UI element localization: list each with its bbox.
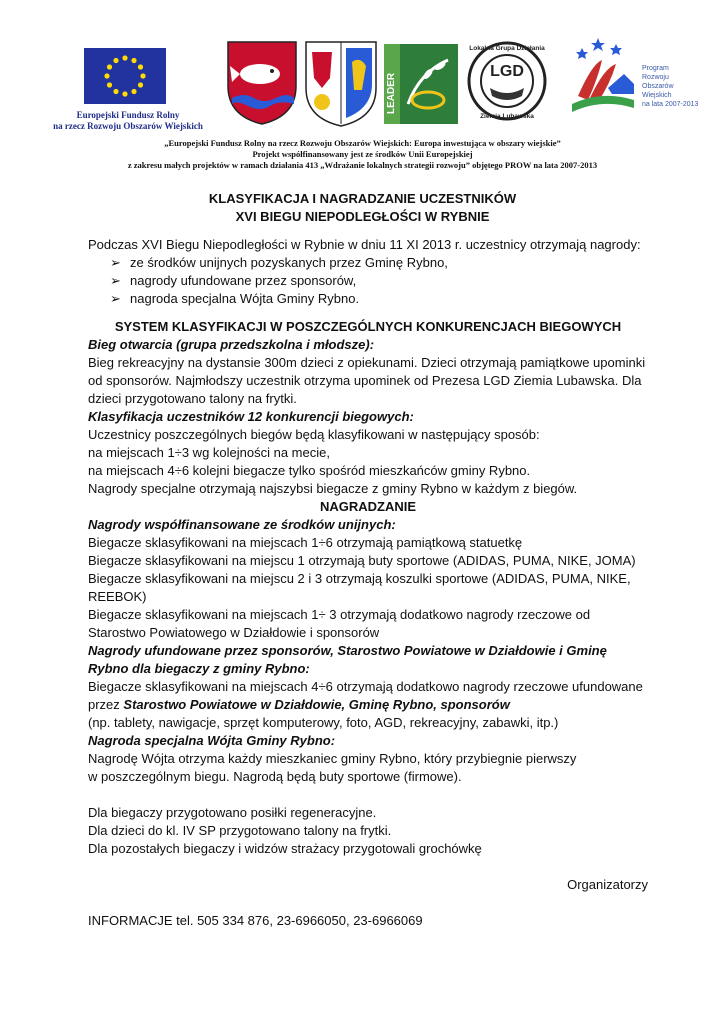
list-item-text: nagroda specjalna Wójta Gminy Rybno. <box>130 291 360 306</box>
logo-strip <box>48 34 708 130</box>
opening-run-text: Bieg rekreacyjny na dystansie 300m dzieci z opiekunami. Dzieci otrzymają pamiątkowe upominki od sponsorów. Najmłodszy uczestnik otrzyma upominek od Prezesa LGD Ziemia Lubawska. Dla dzieci przygotowano talony na frytki. <box>88 355 646 406</box>
document-body <box>88 236 648 930</box>
classification-heading: Klasyfikacja uczestników 12 konkurencji biegowych: <box>88 409 414 424</box>
closing-line: Dla pozostałych biegaczy i widzów strażacy przygotowali grochówkę <box>88 841 482 856</box>
prow-logo <box>568 34 638 114</box>
eu-caption-line-1: Europejski Fundusz Rolny <box>76 110 180 120</box>
prow-caption <box>642 64 712 109</box>
funding-note <box>0 138 725 171</box>
awards-heading: NAGRADZANIE <box>319 499 417 514</box>
sponsor-text-before: Biegacze sklasyfikowani na miejscach 4÷6 otrzymają dodatkowo nagrody rzeczowe ufundowane przez <box>88 679 643 712</box>
arrow-bullet-icon: ➢ <box>110 291 121 306</box>
eu-prizes-line: Biegacze sklasyfikowani na miejscach 1÷6 otrzymają pamiątkową statuetkę <box>88 535 523 550</box>
document-title <box>0 190 725 226</box>
sponsor-text-after: (np. tablety, nawigacje, sprzęt komputerowy, foto, AGD, rekreacyjny, zabawki, itp.) <box>88 715 559 730</box>
lgd-ziemia-lubawska-logo <box>466 38 548 124</box>
leader-logo <box>382 42 460 126</box>
eu-caption-line-2: na rzecz Rozwoju Obszarów Wiejskich <box>53 121 203 131</box>
prow-line: Wiejskich <box>642 92 672 99</box>
classification-line: na miejscach 4÷6 kolejni biegacze tylko spośród mieszkańców gminy Rybno. <box>88 463 531 478</box>
list-item <box>88 272 648 290</box>
intro-paragraph: Podczas XVI Biegu Niepodległości w Rybnie w dniu 11 XI 2013 r. uczestnicy otrzymają nagrody: <box>88 237 641 252</box>
prow-line: Rozwoju <box>642 74 669 81</box>
list-item-text: ze środków unijnych pozyskanych przez Gminę Rybno, <box>130 255 448 270</box>
mayor-prize-heading: Nagroda specjalna Wójta Gminy Rybno: <box>88 733 336 748</box>
system-heading: SYSTEM KLASYFIKACJI W POSZCZEGÓLNYCH KONKURENCJACH BIEGOWYCH <box>114 319 622 334</box>
eu-prizes-line: Biegacze sklasyfikowani na miejscu 2 i 3 otrzymają koszulki sportowe (ADIDAS, PUMA, NIKE, REEBOK) <box>88 571 631 604</box>
funding-note-line: Projekt współfinansowany jest ze środków Unii Europejskiej <box>252 149 473 159</box>
contact-info: INFORMACJE tel. 505 334 876, 23-6966050, 23-6966069 <box>88 913 423 928</box>
arrow-bullet-icon: ➢ <box>110 255 121 270</box>
classification-line: Uczestnicy poszczególnych biegów będą klasyfikowani w następujący sposób: <box>88 427 540 442</box>
prow-line: Obszarów <box>642 83 674 90</box>
lgd-ring-top-text: Lokalna Grupa Działania <box>469 45 545 52</box>
sponsor-prizes-heading: Nagrody ufundowane przez sponsorów, Starostwo Powiatowe w Działdowie i Gminę Rybno dla biegaczy z gminy Rybno: <box>88 643 607 676</box>
rybno-crest-logo <box>224 38 300 126</box>
mayor-prize-line: Nagrodę Wójta otrzyma każdy mieszkaniec gminy Rybno, który przybiegnie pierwszy <box>88 751 577 766</box>
eu-prizes-heading: Nagrody współfinansowane ze środków unijnych: <box>88 517 396 532</box>
list-item <box>88 254 648 272</box>
eu-prizes-line: Biegacze sklasyfikowani na miejscu 1 otrzymają buty sportowe (ADIDAS, PUMA, NIKE, JOMA) <box>88 553 636 568</box>
closing-line: Dla dzieci do kl. IV SP przygotowano talony na frytki. <box>88 823 392 838</box>
prow-line: Program <box>642 65 669 72</box>
funding-note-line: z zakresu małych projektów w ramach działania 413 „Wdrażanie lokalnych strategii rozwoju” objętego PROW na lata 2007-2013 <box>127 160 598 170</box>
classification-line: Nagrody specjalne otrzymają najszybsi biegacze z gminy Rybno w każdym z biegów. <box>88 481 578 496</box>
prow-line: na lata 2007-2013 <box>642 101 699 108</box>
sponsor-prizes-text <box>88 678 648 714</box>
eu-fund-caption <box>48 110 208 132</box>
classification-line: na miejscach 1÷3 wg kolejności na mecie, <box>88 445 330 460</box>
organizer-signature: Organizatorzy <box>567 877 648 892</box>
mayor-prize-line: w poszczególnym biegu. Nagrodą będą buty sportowe (firmowe). <box>88 769 462 784</box>
title-line-2: XVI BIEGU NIEPODLEGŁOŚCI W RYBNIE <box>235 209 490 224</box>
arrow-bullet-icon: ➢ <box>110 273 121 288</box>
list-item-text: nagrody ufundowane przez sponsorów, <box>130 273 357 288</box>
sponsor-text-bold: Starostwo Powiatowe w Działdowie, Gminę Rybno, sponsorów <box>123 697 510 712</box>
eu-prizes-line: Biegacze sklasyfikowani na miejscach 1÷ 3 otrzymają dodatkowo nagrody rzeczowe od Starostwo Powiatowego w Działdowie i sponsorów <box>88 607 591 640</box>
list-item <box>88 290 648 308</box>
funding-note-line: „Europejski Fundusz Rolny na rzecz Rozwoju Obszarów Wiejskich: Europa inwestująca w obszary wiejskie” <box>164 138 561 148</box>
eu-flag-logo <box>84 48 166 104</box>
lgd-ring-bottom-text: Ziemia Lubawska <box>480 113 534 120</box>
district-crest-logo <box>302 38 380 128</box>
opening-run-heading: Bieg otwarcia (grupa przedszkolna i młodsze): <box>88 337 375 352</box>
svg-text:LEADER: LEADER <box>386 72 397 114</box>
title-line-1: KLASYFIKACJA I NAGRADZANIE UCZESTNIKÓW <box>208 191 517 206</box>
prize-source-list <box>88 254 648 308</box>
lgd-text: LGD <box>490 63 524 80</box>
closing-line: Dla biegaczy przygotowano posiłki regeneracyjne. <box>88 805 377 820</box>
